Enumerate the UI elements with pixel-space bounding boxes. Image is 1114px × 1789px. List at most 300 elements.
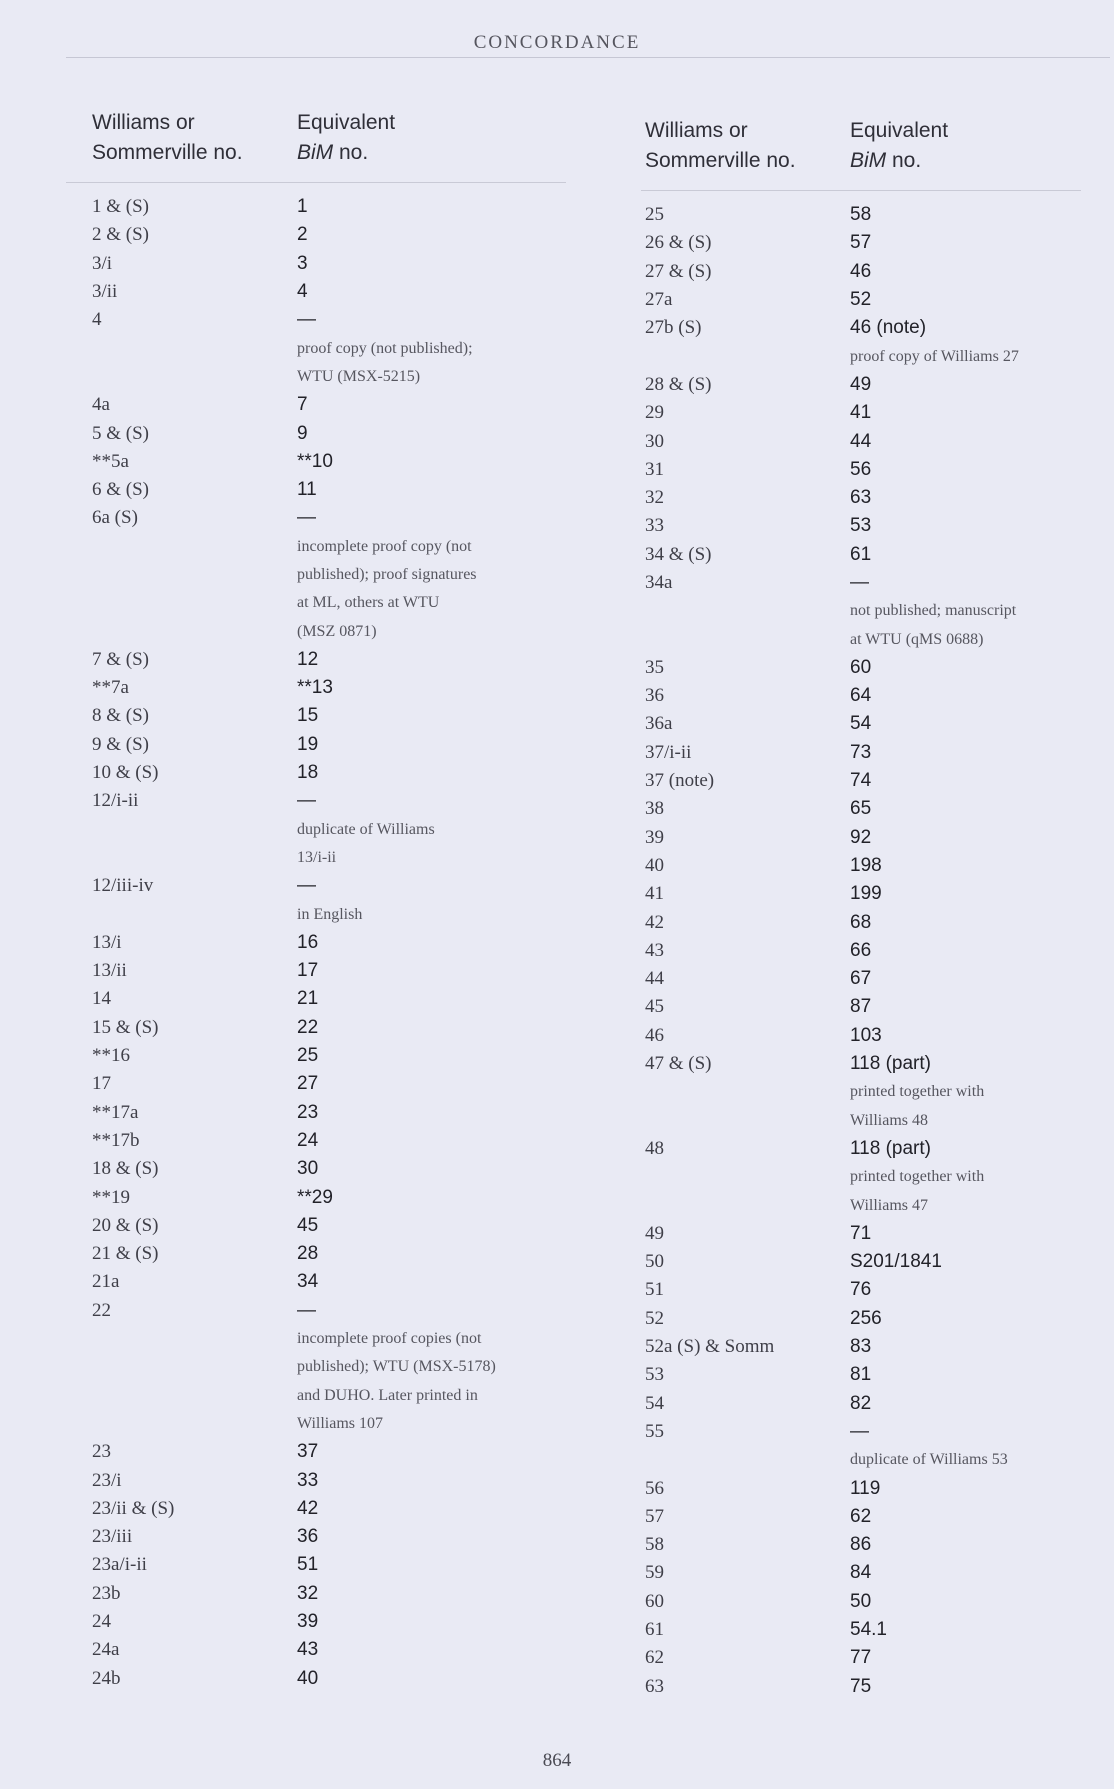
table-row [645,1050,1075,1078]
table-row [645,852,1075,880]
bim-number: 83 [850,1336,872,1358]
left-column [92,108,562,1693]
williams-number: 41 [645,883,664,905]
table-row [92,1127,562,1155]
bim-number: 67 [850,968,872,990]
table-row [645,314,1075,342]
note-row [92,533,562,561]
table-row [92,1183,562,1211]
williams-number: 58 [645,1534,664,1556]
bim-number: 28 [297,1243,319,1265]
williams-number: 36 [645,685,664,707]
williams-number: 24a [92,1639,120,1661]
table-row [645,1361,1075,1389]
williams-number: 50 [645,1251,664,1273]
note-text: Williams 107 [297,1414,384,1432]
bim-number: 37 [297,1441,319,1463]
bim-number: 11 [297,479,317,501]
williams-number: 17 [92,1073,111,1095]
table-row [645,1389,1075,1417]
note-text: printed together with [850,1168,985,1186]
williams-number: 13/i [92,931,122,953]
table-row [645,1503,1075,1531]
table-row [92,193,562,221]
bim-number: — [297,790,316,812]
bim-number: 58 [850,204,872,226]
bim-number: — [297,309,316,331]
table-row [92,476,562,504]
bim-number: **10 [297,450,333,472]
bim-number: 56 [850,458,872,480]
table-row [645,880,1075,908]
bim-number: 50 [850,1590,872,1612]
note-text: proof copy (not published); [297,339,473,357]
williams-number: 37 (note) [645,770,715,792]
bim-number: 12 [297,648,319,670]
williams-number: 36a [645,713,673,735]
table-row [92,1268,562,1296]
note-row [645,597,1075,625]
williams-number: 42 [645,911,664,933]
williams-number: 2 & (S) [92,224,149,246]
table-row [645,682,1075,710]
bim-number: 65 [850,798,872,820]
williams-number: 23/ii & (S) [92,1497,175,1519]
williams-number: 9 & (S) [92,733,149,755]
bim-number: 32 [297,1582,319,1604]
note-text: proof copy of Williams 27 [850,347,1019,365]
williams-number: 26 & (S) [645,232,712,254]
table-row [92,1014,562,1042]
table-row [92,391,562,419]
bim-number: 16 [297,931,319,953]
table-row [645,541,1075,569]
bim-number: 54 [850,713,872,735]
table-row [645,767,1075,795]
bim-number: 3 [297,252,308,274]
note-text: printed together with [850,1083,985,1101]
williams-number: 24b [92,1667,121,1689]
note-row [92,1381,562,1409]
table-row [645,739,1075,767]
williams-number: 63 [645,1675,664,1697]
table-row [645,1474,1075,1502]
bim-number: 43 [297,1639,319,1661]
williams-number: 29 [645,402,664,424]
note-row [92,1410,562,1438]
bim-number: 9 [297,422,308,444]
table-row [92,1042,562,1070]
bim-number: 198 [850,854,882,876]
williams-number: **5a [92,450,129,472]
table-row [645,286,1075,314]
right-header-williams-line1: Williams or [645,119,748,142]
table-row [645,399,1075,427]
bim-number: 75 [850,1675,872,1697]
williams-number: 34 & (S) [645,543,712,565]
bim-number: 92 [850,826,872,848]
note-text: WTU (MSX-5215) [297,367,421,385]
williams-number: 34a [645,572,673,593]
table-row [645,654,1075,682]
bim-number: 53 [850,515,872,537]
table-row [645,1135,1075,1163]
bim-number: — [850,1420,869,1442]
williams-number: 57 [645,1505,664,1527]
williams-number: 28 & (S) [645,373,712,395]
table-row [92,1495,562,1523]
bim-number: — [297,507,316,529]
bim-number: 74 [850,770,872,792]
bim-number: 256 [850,1307,882,1329]
williams-number: 51 [645,1279,664,1301]
williams-number: 25 [645,204,664,226]
bim-number: 18 [297,762,319,784]
bim-number: 42 [297,1497,319,1519]
right-column [645,116,1075,1701]
left-header-equivalent: Equivalent [297,111,396,134]
bim-number: 64 [850,685,872,707]
table-row [645,484,1075,512]
left-header-williams-line2: Sommerville no. [92,141,243,164]
williams-number: 44 [645,968,664,990]
bim-number: 57 [850,232,872,254]
bim-number: — [297,875,316,897]
bim-number: 4 [297,281,308,303]
williams-number: 32 [645,487,664,509]
left-header-williams-line1: Williams or [92,111,195,134]
bim-number: 68 [850,911,872,933]
williams-number: 24 [92,1610,111,1632]
left-rows [92,193,562,1693]
williams-number: 60 [645,1590,664,1612]
table-row [645,1333,1075,1361]
bim-number: 17 [297,960,319,982]
williams-number: 52 [645,1307,664,1329]
note-row [92,816,562,844]
table-row [645,258,1075,286]
bim-number: 60 [850,656,872,678]
williams-number: 33 [645,515,664,537]
table-row [92,674,562,702]
williams-number: 52a (S) & Somm [645,1336,775,1358]
williams-number: 22 [92,1299,111,1321]
williams-number: 45 [645,996,664,1018]
page-number: 864 [542,1750,572,1771]
williams-number: 61 [645,1618,664,1640]
left-header-no: no. [333,141,369,164]
right-rows [645,201,1075,1701]
note-row [645,625,1075,653]
note-row [645,1191,1075,1219]
note-text: 13/i-ii [297,848,337,866]
williams-number: 54 [645,1392,664,1414]
note-row [92,561,562,589]
note-text: at WTU (qMS 0688) [850,630,984,648]
bim-number: 103 [850,1024,882,1046]
williams-number: 27 & (S) [645,260,712,282]
table-row [92,702,562,730]
note-row [645,342,1075,370]
bim-number: 24 [297,1129,319,1151]
table-row [645,965,1075,993]
williams-number: 59 [645,1562,664,1584]
bim-number: **13 [297,677,333,699]
bim-number: 87 [850,996,872,1018]
bim-number: 40 [297,1667,319,1689]
table-row [92,872,562,900]
bim-number: 62 [850,1505,872,1527]
table-row [92,1155,562,1183]
table-row [645,1305,1075,1333]
bim-number: 22 [297,1016,319,1038]
bim-number: S201/1841 [850,1251,942,1273]
williams-number: **17b [92,1129,140,1151]
right-header-williams-line2: Sommerville no. [645,149,796,172]
williams-number: 3/i [92,252,113,274]
table-row [92,1523,562,1551]
bim-number: 84 [850,1562,872,1584]
header-rule [66,57,1110,58]
table-row [92,731,562,759]
table-row [645,1022,1075,1050]
williams-number: 12/i-ii [92,790,139,812]
williams-number: 14 [92,988,111,1010]
table-row [92,306,562,334]
table-row [645,569,1075,597]
bim-number: 1 [297,196,308,218]
right-column-header [645,116,1075,176]
note-text: and DUHO. Later printed in [297,1386,478,1404]
left-header-bim: BiM [297,141,334,164]
bim-number: 51 [297,1554,319,1576]
bim-number: 49 [850,373,872,395]
williams-number: 8 & (S) [92,705,149,727]
table-row [645,1559,1075,1587]
table-row [92,1070,562,1098]
bim-number: 63 [850,487,872,509]
table-row [92,419,562,447]
bim-number: 54.1 [850,1618,887,1640]
table-row [92,1664,562,1692]
note-text: incomplete proof copies (not [297,1330,482,1348]
table-row [92,504,562,532]
table-row [645,1248,1075,1276]
table-row [92,929,562,957]
note-text: duplicate of Williams 53 [850,1451,1008,1469]
right-header-equivalent: Equivalent [850,119,949,142]
table-row [645,795,1075,823]
williams-number: 49 [645,1222,664,1244]
note-text: in English [297,905,363,923]
williams-number: 1 & (S) [92,196,149,218]
bim-number: 118 (part) [850,1053,931,1075]
bim-number: 46 [850,260,872,282]
table-row [92,957,562,985]
table-row [92,787,562,815]
bim-number: 19 [297,733,319,755]
bim-number: 118 (part) [850,1137,931,1159]
table-row [92,1438,562,1466]
bim-number: 81 [850,1364,872,1386]
table-row [92,1580,562,1608]
table-row [645,1531,1075,1559]
table-row [645,1220,1075,1248]
bim-number: 2 [297,224,308,246]
note-row [92,900,562,928]
williams-number: 20 & (S) [92,1214,159,1236]
table-row [92,278,562,306]
table-row [645,1588,1075,1616]
williams-number: 43 [645,939,664,961]
table-row [645,427,1075,455]
table-row [645,201,1075,229]
note-text: Williams 47 [850,1196,929,1214]
running-head: CONCORDANCE [473,32,641,53]
williams-number: 21 & (S) [92,1243,159,1265]
williams-number: 39 [645,826,664,848]
bim-number: 86 [850,1534,872,1556]
note-text: at ML, others at WTU [297,594,440,612]
williams-number: 7 & (S) [92,648,149,670]
table-row [645,824,1075,852]
bim-number: 7 [297,394,308,416]
williams-number: 4 [92,309,102,331]
table-row [92,250,562,278]
williams-number: 5 & (S) [92,422,149,444]
note-text: published); WTU (MSX-5178) [297,1358,496,1376]
bim-number: 44 [850,430,872,452]
williams-number: 6 & (S) [92,479,149,501]
note-text: (MSZ 0871) [297,622,377,640]
williams-number: 31 [645,458,664,480]
williams-number: 23b [92,1582,121,1604]
bim-number: 77 [850,1647,872,1669]
bim-number: 119 [850,1477,881,1499]
williams-number: 35 [645,656,664,678]
note-row [92,363,562,391]
bim-number: 71 [850,1222,872,1244]
table-row [645,1276,1075,1304]
table-row [92,985,562,1013]
williams-number: 23 [92,1441,111,1463]
bim-number: — [850,572,869,593]
williams-number: 23/iii [92,1526,133,1548]
table-row [645,371,1075,399]
bim-number: 27 [297,1073,319,1095]
note-row [92,1353,562,1381]
bim-number: 33 [297,1469,319,1491]
table-row [645,993,1075,1021]
bim-number: 52 [850,289,872,311]
williams-number: 18 & (S) [92,1158,159,1180]
williams-number: **19 [92,1186,130,1208]
williams-number: 23/i [92,1469,122,1491]
bim-number: 41 [850,402,872,424]
williams-number: 27a [645,289,673,311]
bim-number: 76 [850,1279,872,1301]
bim-number: 25 [297,1045,319,1067]
williams-number: 48 [645,1137,664,1159]
note-row [92,1325,562,1353]
table-row [645,1644,1075,1672]
williams-number: 62 [645,1647,664,1669]
table-row [645,1616,1075,1644]
williams-number: 53 [645,1364,664,1386]
bim-number: 23 [297,1101,319,1123]
table-row [645,1672,1075,1700]
note-row [92,589,562,617]
williams-number: 38 [645,798,664,820]
bim-number: — [297,1299,316,1321]
williams-number: 21a [92,1271,120,1293]
williams-number: 4a [92,394,110,416]
williams-number: 23a/i-ii [92,1554,147,1576]
table-row [92,1212,562,1240]
williams-number: 40 [645,854,664,876]
table-row [645,512,1075,540]
table-row [92,1099,562,1127]
williams-number: 6a (S) [92,507,138,529]
table-row [92,646,562,674]
note-text: not published; manuscript [850,602,1017,620]
table-row [92,1240,562,1268]
bim-number: 66 [850,939,872,961]
williams-number: 46 [645,1024,664,1046]
table-row [92,221,562,249]
williams-number: 47 & (S) [645,1053,712,1075]
left-column-rule [66,182,566,183]
williams-number: 56 [645,1477,664,1499]
table-row [645,1418,1075,1446]
table-row [92,1608,562,1636]
williams-number: 12/iii-iv [92,875,154,897]
table-row [92,1297,562,1325]
bim-number: 36 [297,1526,319,1548]
bim-number: 82 [850,1392,872,1414]
bim-number: 15 [297,705,319,727]
williams-number: **7a [92,677,129,699]
table-row [645,229,1075,257]
williams-number: **17a [92,1101,139,1123]
bim-number: 73 [850,741,872,763]
note-row [645,1163,1075,1191]
note-row [92,617,562,645]
table-row [92,1636,562,1664]
bim-number: 199 [850,883,882,905]
table-row [92,1551,562,1579]
table-row [92,448,562,476]
williams-number: 13/ii [92,960,127,982]
bim-number: 45 [297,1214,319,1236]
table-row [645,937,1075,965]
table-row [645,908,1075,936]
williams-number: 3/ii [92,281,118,303]
williams-number: 10 & (S) [92,762,159,784]
williams-number: 27b (S) [645,317,702,339]
williams-number: **16 [92,1045,130,1067]
note-row [645,1078,1075,1106]
note-row [645,1446,1075,1474]
right-header-no: no. [886,149,922,172]
note-text: incomplete proof copy (not [297,537,472,555]
note-text: published); proof signatures [297,566,477,583]
table-row [92,1466,562,1494]
williams-number: 15 & (S) [92,1016,159,1038]
bim-number: **29 [297,1186,333,1208]
table-row [645,456,1075,484]
note-row [645,1107,1075,1135]
